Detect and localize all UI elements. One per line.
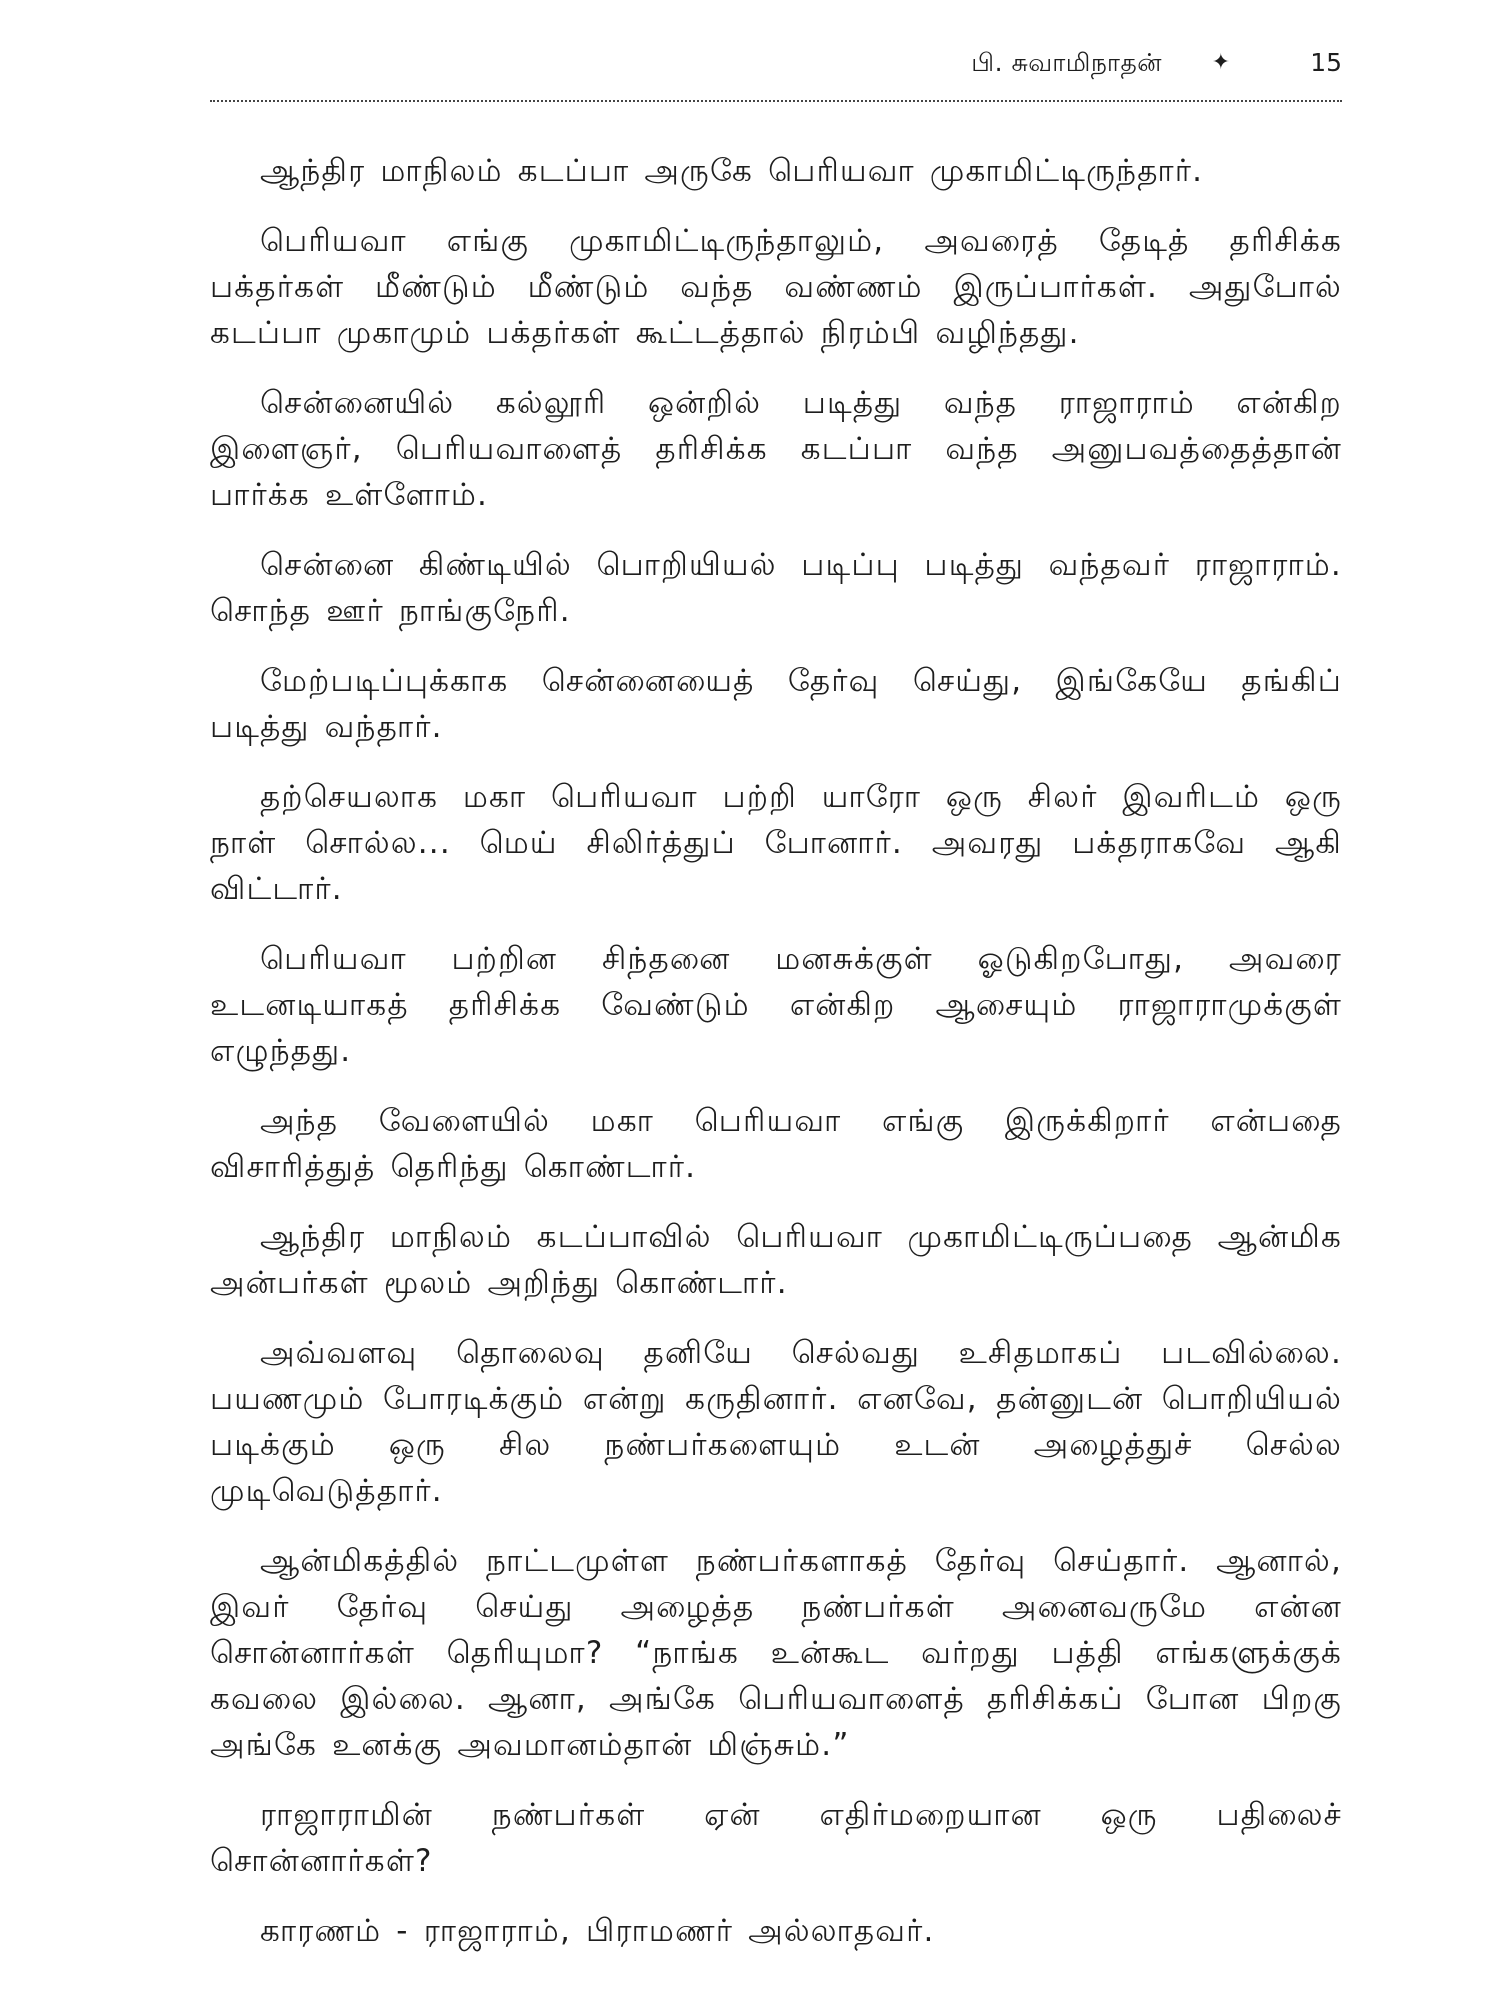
author-name: பி. சுவாமிநாதன் [971,48,1162,77]
paragraph: ராஜாராமின் நண்பர்கள் ஏன் எதிர்மறையான ஒரு பதிலைச் சொன்னார்கள்? [210,1797,1342,1879]
paragraph: ஆன்மிகத்தில் நாட்டமுள்ள நண்பர்களாகத் தேர்வு செய்தார். ஆனால், இவர் தேர்வு செய்து அழைத்த நண்பர்கள் அனைவருமே என்ன சொன்னார்கள் தெரியுமா? “நாங்க உன்கூட வர்றது பத்தி எங்களுக்குக் கவலை இல்லை. ஆனா, அங்கே பெரியவாளைத் தரிசிக்கப் போன பிறகு அங்கே உனக்கு அவமானம்தான் மிஞ்சும்.” [210,1543,1342,1763]
paragraph: ஆந்திர மாநிலம் கடப்பா அருகே பெரியவா முகாமிட்டிருந்தார். [260,153,1204,189]
page-number: 15 [1310,48,1342,77]
paragraph: அந்த வேளையில் மகா பெரியவா எங்கு இருக்கிறார் என்பதை விசாரித்துத் தெரிந்து கொண்டார். [210,1103,1342,1185]
header-divider [210,100,1342,102]
paragraph: தற்செயலாக மகா பெரியவா பற்றி யாரோ ஒரு சிலர் இவரிடம் ஒரு நாள் சொல்ல... மெய் சிலிர்த்துப் போனார். அவரது பக்தராகவே ஆகி விட்டார். [210,779,1342,907]
paragraph: அவ்வளவு தொலைவு தனியே செல்வது உசிதமாகப் படவில்லை. பயணமும் போரடிக்கும் என்று கருதினார். எனவே, தன்னுடன் பொறியியல் படிக்கும் ஒரு சில நண்பர்களையும் உடன் அழைத்துச் செல்ல முடிவெடுத்தார். [210,1335,1342,1509]
paragraph: சென்னை கிண்டியில் பொறியியல் படிப்பு படித்து வந்தவர் ராஜாராம். சொந்த ஊர் நாங்குநேரி. [210,547,1342,629]
paragraph: ஆந்திர மாநிலம் கடப்பாவில் பெரியவா முகாமிட்டிருப்பதை ஆன்மிக அன்பர்கள் மூலம் அறிந்து கொண்டார். [210,1219,1342,1301]
paragraph: பெரியவா பற்றின சிந்தனை மனசுக்குள் ஓடுகிறபோது, அவரை உடனடியாகத் தரிசிக்க வேண்டும் என்கிற ஆசையும் ராஜாராமுக்குள் எழுந்தது. [210,941,1342,1069]
paragraph: காரணம் - ராஜாராம், பிராமணர் அல்லாதவர். [260,1913,935,1949]
body-text [210,148,1342,1978]
paragraph: பெரியவா எங்கு முகாமிட்டிருந்தாலும், அவரைத் தேடித் தரிசிக்க பக்தர்கள் மீண்டும் மீண்டும் வந்த வண்ணம் இருப்பார்கள். அதுபோல் கடப்பா முகாமும் பக்தர்கள் கூட்டத்தால் நிரம்பி வழிந்தது. [210,223,1342,351]
paragraph: மேற்படிப்புக்காக சென்னையைத் தேர்வு செய்து, இங்கேயே தங்கிப் படித்து வந்தார். [210,663,1342,745]
running-header [210,40,1342,90]
paragraph: சென்னையில் கல்லூரி ஒன்றில் படித்து வந்த ராஜாராம் என்கிற இளைஞர், பெரியவாளைத் தரிசிக்க கடப்பா வந்த அனுபவத்தைத்தான் பார்க்க உள்ளோம். [210,385,1342,513]
ornament-star-icon: ✦ [1211,50,1230,75]
